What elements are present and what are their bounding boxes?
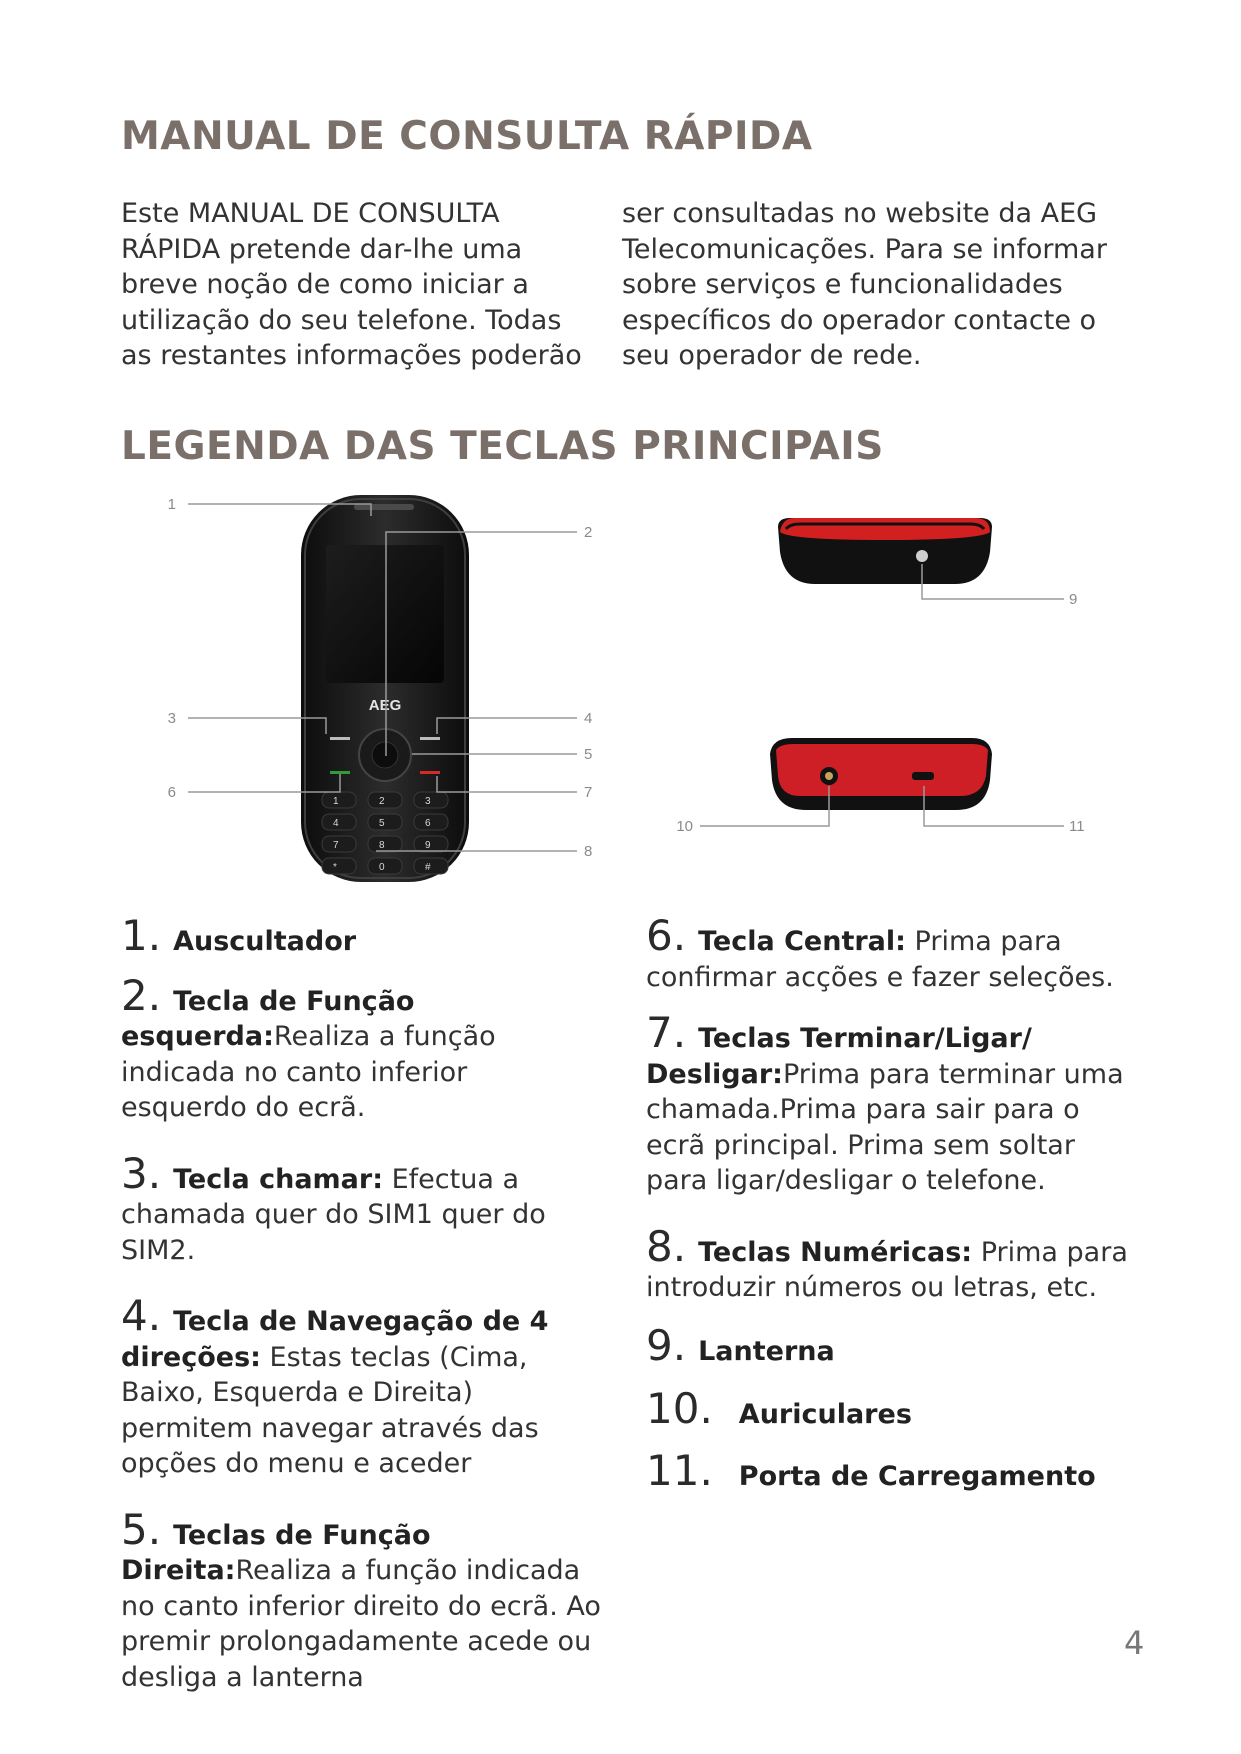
keypad-key <box>414 814 448 830</box>
keypad-key <box>414 792 448 808</box>
right-soft-key <box>420 737 440 740</box>
legend-item-number: 5. <box>121 1504 162 1554</box>
legend-item-description: Prima para confirmar acções e fazer seleções. <box>646 926 1114 993</box>
keypad-key-label: 5 <box>379 818 385 829</box>
callout-number-9: 9 <box>1069 591 1078 608</box>
legend-item-number: 4. <box>121 1291 162 1340</box>
legend-item-number: 10. <box>646 1384 713 1433</box>
callout-number-3: 3 <box>167 710 176 727</box>
keypad-key-label: 2 <box>379 796 385 807</box>
legend-item-number: 2. <box>121 970 162 1020</box>
keypad-key-label: 4 <box>333 818 339 829</box>
keypad-key <box>322 814 356 830</box>
callout-number-11: 11 <box>1069 818 1085 835</box>
phone-bottom-view <box>770 738 992 810</box>
phone-brand: AEG <box>368 697 402 714</box>
keypad-key-label: 6 <box>425 818 431 829</box>
legend-item <box>121 1291 601 1482</box>
keypad-key <box>368 836 402 852</box>
page-number: 4 <box>1124 1624 1145 1662</box>
keypad-key-label: 8 <box>379 840 385 851</box>
legend-item <box>646 1221 1136 1306</box>
call-key <box>330 771 350 774</box>
callout-number-1: 1 <box>167 496 176 513</box>
legend-item-number: 8. <box>646 1221 687 1271</box>
legend-item-number: 3. <box>121 1148 162 1198</box>
legend-item-description: Realiza a função indicada no canto inferior direito do ecrã. Ao premir prolongadamente acede ou desliga a lanterna <box>121 1555 601 1693</box>
legend-item-number: 11. <box>646 1445 713 1495</box>
legend-item-number: 6. <box>646 911 687 960</box>
legend-item <box>121 1504 601 1696</box>
legend-item-label: Tecla de Navegação de 4 direções: <box>121 1306 549 1373</box>
phone-screen <box>326 545 444 683</box>
flashlight-lens <box>916 550 928 562</box>
legend-item-description: Realiza a função indicada no canto inferior esquerdo do ecrã. <box>121 1021 496 1123</box>
legend-item-label: Auriculares <box>738 1399 912 1430</box>
legend-item-label: Teclas de Função Direita: <box>121 1519 431 1586</box>
legend-item-number: 7. <box>646 1008 687 1057</box>
legend-item <box>646 1008 1136 1199</box>
legend-item-label: Teclas Numéricas: <box>698 1236 973 1268</box>
keypad-key-label: 1 <box>333 796 339 807</box>
callout-number-5: 5 <box>584 746 593 763</box>
legend-item <box>121 970 601 1126</box>
keypad-key <box>368 792 402 808</box>
phone-top-view <box>778 518 992 584</box>
legend-item <box>646 1320 1136 1370</box>
keypad-key-label: 9 <box>425 840 431 851</box>
legend-list-right <box>646 911 1136 1495</box>
keypad-key <box>322 836 356 852</box>
keypad-key-label: 7 <box>333 840 339 851</box>
legend-item-label: Lanterna <box>698 1335 835 1367</box>
callout-number-7: 7 <box>584 784 593 801</box>
center-key <box>372 742 398 768</box>
callout-number-10: 10 <box>676 818 693 835</box>
keypad-key-label: * <box>333 862 337 873</box>
legend-item <box>646 1445 1136 1495</box>
legend-item-label: Tecla de Função esquerda: <box>121 985 415 1052</box>
legend-item-number: 9. <box>646 1320 687 1370</box>
left-soft-key <box>330 737 350 740</box>
keypad-key-label: 0 <box>379 862 385 873</box>
legend-item <box>646 1384 1136 1433</box>
callout-number-4: 4 <box>584 710 593 727</box>
phone-key-diagram <box>0 480 1241 940</box>
keypad-key-label: 3 <box>425 796 431 807</box>
legend-item-label: Tecla Central: <box>698 926 906 957</box>
keypad-key <box>368 858 402 874</box>
keypad-key <box>322 792 356 808</box>
intro-text-left: Este MANUAL DE CONSULTA RÁPIDA pretende dar-lhe uma breve noção de como iniciar a utilização do seu telefone. Todas as restantes informações poderão <box>121 198 582 371</box>
legend-item <box>121 1148 601 1269</box>
charging-port <box>912 772 934 780</box>
legend-item-description: Prima para terminar uma chamada.Prima para sair para o ecrã principal. Prima sem soltar para ligar/desligar o telefone. <box>646 1058 1124 1196</box>
legend-item-number: 1. <box>121 911 162 960</box>
keypad-key <box>414 858 448 874</box>
keypad-key-label: # <box>425 862 431 873</box>
callout-number-8: 8 <box>584 843 593 860</box>
legend-item <box>646 911 1136 995</box>
end-key <box>420 771 440 774</box>
legend-item-label: Teclas Terminar/Ligar/ Desligar: <box>646 1023 1032 1090</box>
legend-item-label: Auscultador <box>173 926 357 957</box>
callout-number-6: 6 <box>167 784 176 801</box>
legend-item-description: Efectua a chamada quer do SIM1 quer do SIM2. <box>121 1163 546 1266</box>
keypad-key <box>414 836 448 852</box>
earpiece <box>354 504 414 510</box>
keypad-key <box>322 858 356 874</box>
section-title-key-legend: LEGENDA DAS TECLAS PRINCIPAIS <box>121 424 884 469</box>
legend-list-left <box>121 911 601 1695</box>
callout-number-2: 2 <box>584 524 593 541</box>
legend-item <box>121 911 601 960</box>
intro-text-right: ser consultadas no website da AEG Telecomunicações. Para se informar sobre serviços e funcionalidades específicos do operador contacte o seu operador de rede. <box>622 198 1107 371</box>
keypad-key <box>368 814 402 830</box>
legend-item-label: Porta de Carregamento <box>738 1460 1096 1492</box>
phone-front <box>301 495 469 882</box>
legend-item-description: Prima para introduzir números ou letras, etc. <box>646 1236 1128 1303</box>
section-title-quick-guide: MANUAL DE CONSULTA RÁPIDA <box>121 114 813 159</box>
legend-item-description: Estas teclas (Cima, Baixo, Esquerda e Direita) permitem navegar através das opções do menu e aceder <box>121 1341 539 1479</box>
legend-item-label: Tecla chamar: <box>173 1163 384 1195</box>
